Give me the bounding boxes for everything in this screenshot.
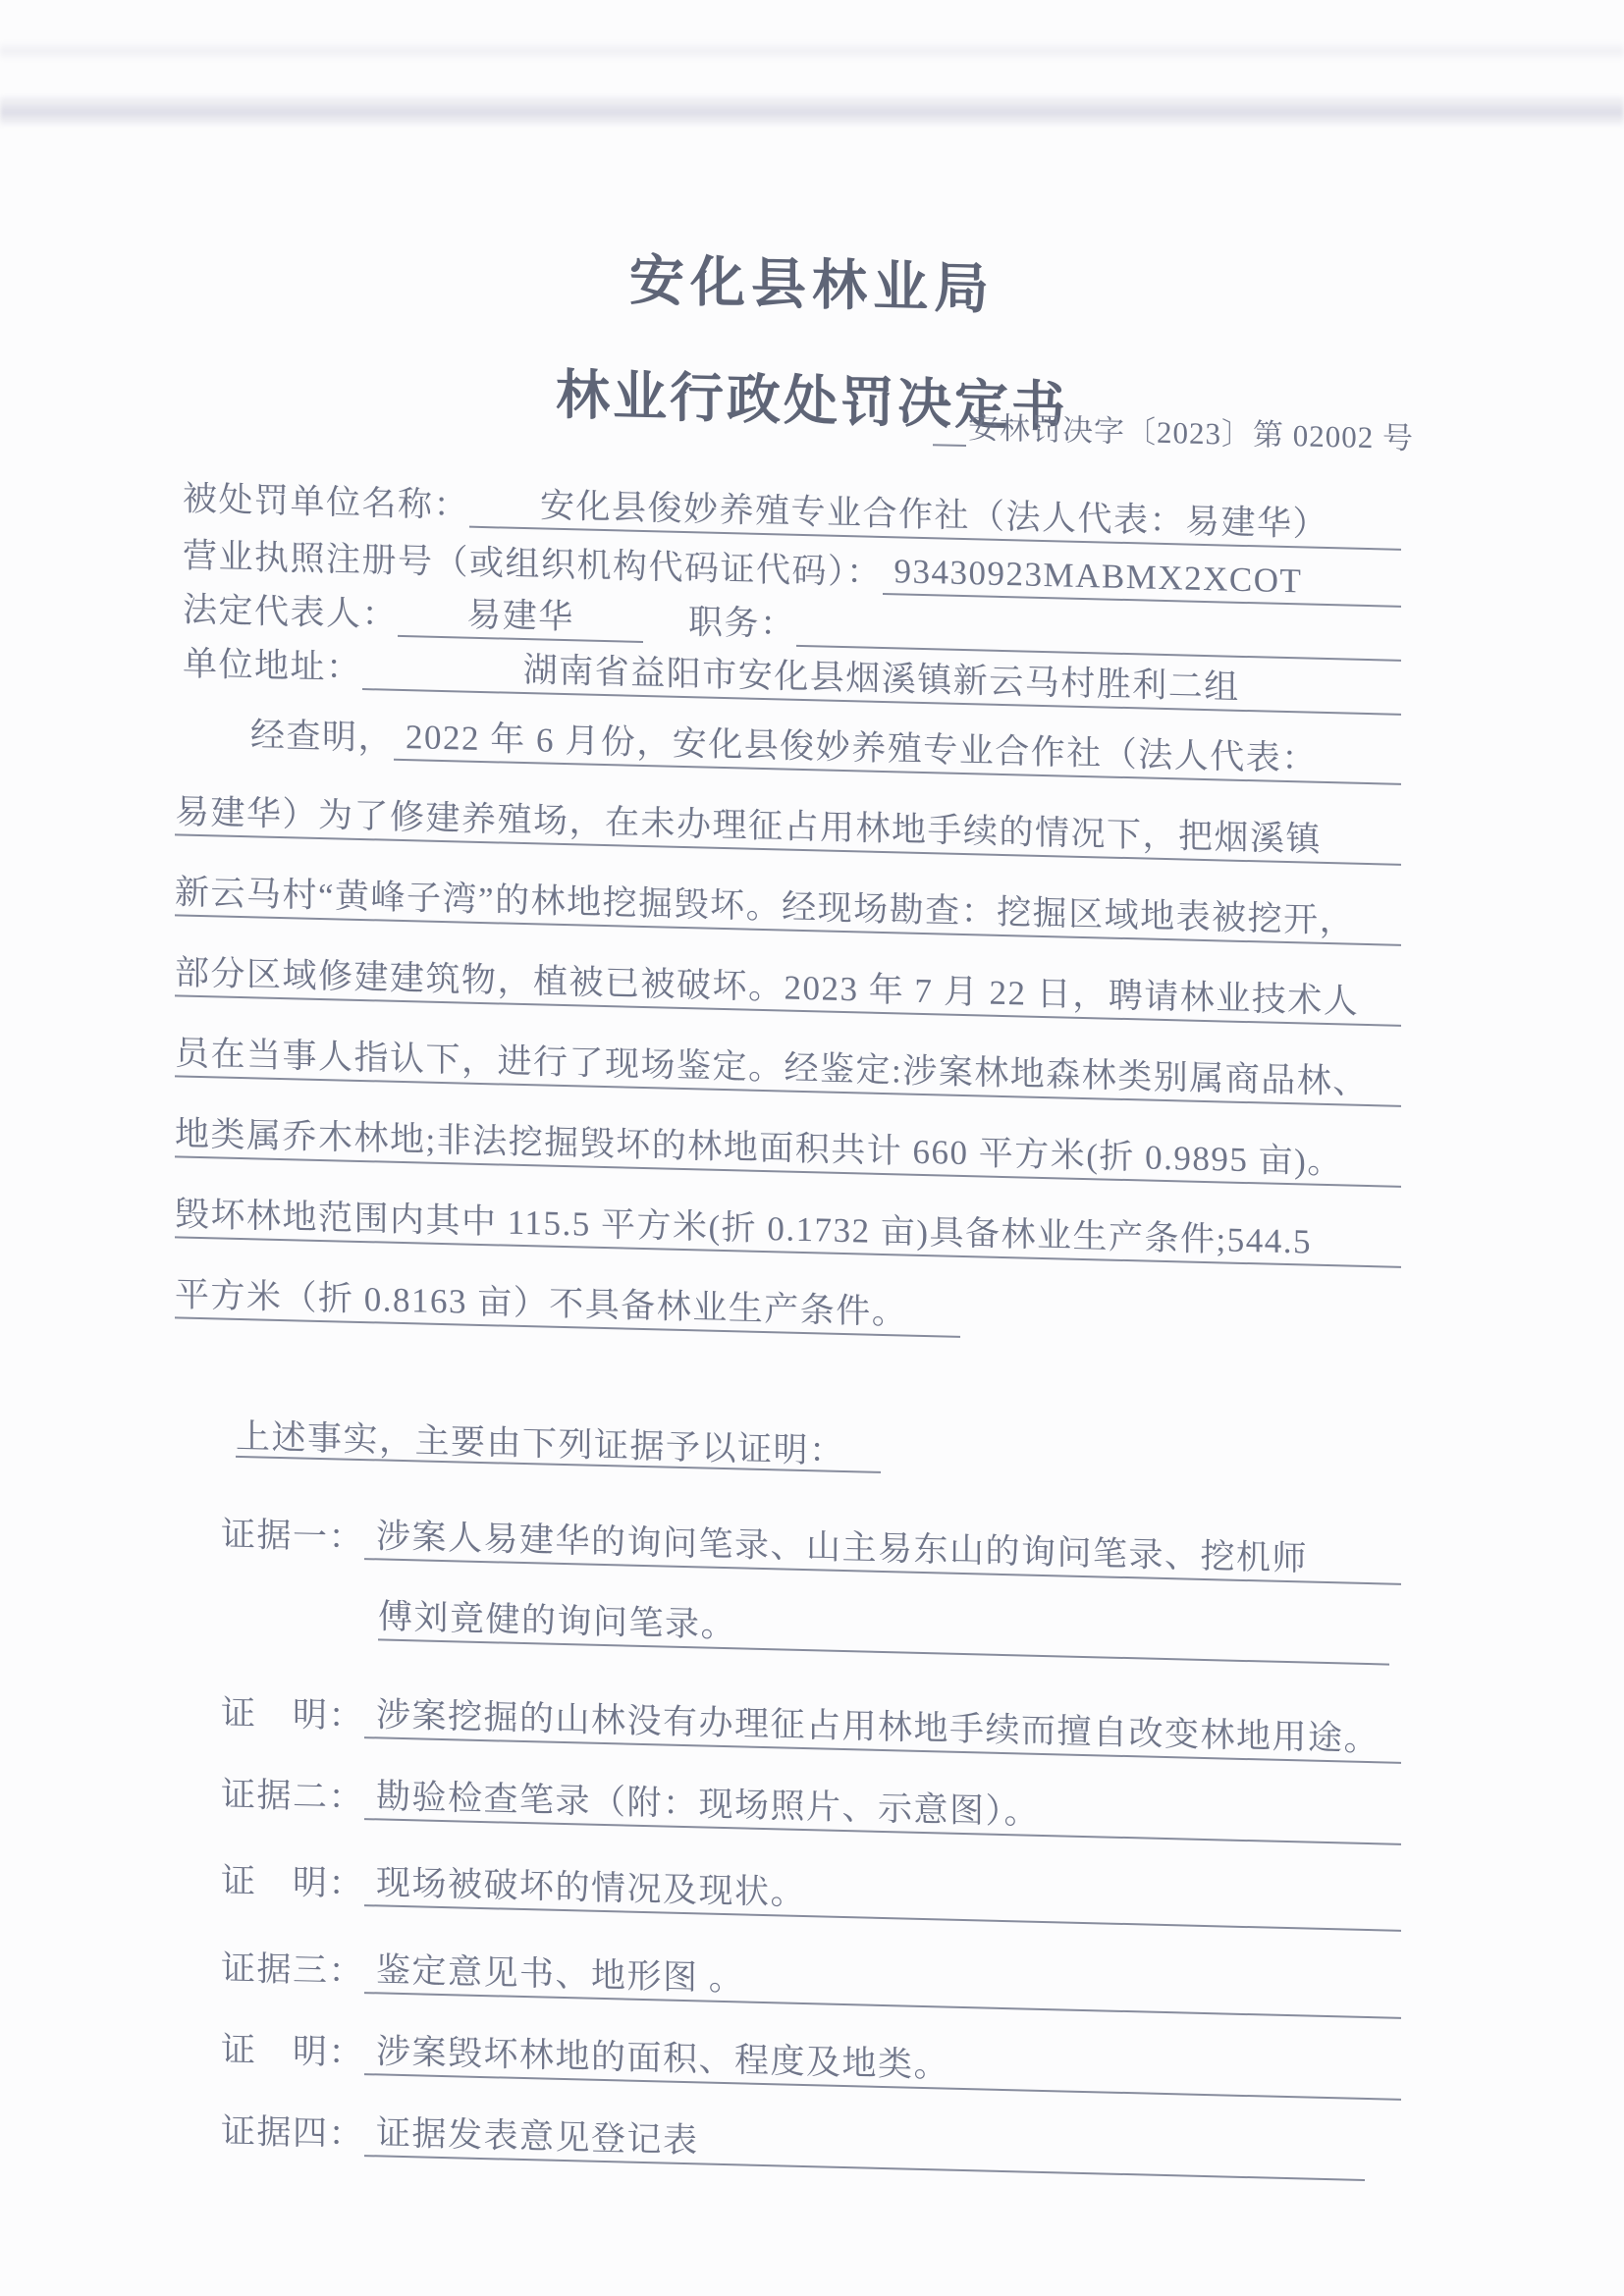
proof-3-label: 证 明： xyxy=(221,2030,365,2073)
field-legal-rep-value: 易建华 xyxy=(398,592,643,643)
findings-prefix: 经查明， xyxy=(250,716,395,758)
field-legal-rep-label: 法定代表人： xyxy=(183,590,399,634)
evidence-4-label: 证据四： xyxy=(221,2111,365,2155)
proof-3-text: 涉案毁坏林地的面积、程度及地类。 xyxy=(364,2030,1401,2101)
findings-line: 平方米（折 0.8163 亩）不具备林业生产条件。 xyxy=(175,1273,960,1337)
proof-2-label: 证 明： xyxy=(221,1861,365,1904)
evidence-1-text-continued: 傅刘竟健的询问笔录。 xyxy=(378,1595,1389,1665)
proof-2-text: 现场被破坏的情况及现状。 xyxy=(364,1861,1401,1932)
findings-text: 2022 年 6 月份，安化县俊妙养殖专业合作社（法人代表： xyxy=(394,716,1401,785)
evidence-item-4 xyxy=(221,2108,1365,2180)
proof-item-3 xyxy=(221,2026,1401,2100)
field-address-value: 湖南省益阳市安化县烟溪镇新云马村胜利二组 xyxy=(362,645,1401,716)
facts-intro-text: 上述事实，主要由下列证据予以证明： xyxy=(236,1417,881,1473)
findings-line xyxy=(175,710,1401,784)
document-number: 安林罚决字〔2023〕第 02002 号 xyxy=(968,410,1414,456)
findings-line: 毁坏林地范围内其中 115.5 平方米(折 0.1732 亩)具备林业生产条件;544.5 xyxy=(175,1193,1401,1267)
findings-line: 员在当事人指认下，进行了现场鉴定。经鉴定:涉案林地森林类别属商品林、 xyxy=(175,1032,1401,1106)
evidence-4-text: 证据发表意见登记表 xyxy=(364,2111,1365,2181)
evidence-item-1-continued xyxy=(378,1595,1389,1665)
field-gap xyxy=(643,643,688,644)
evidence-3-text: 鉴定意见书、地形图 。 xyxy=(364,1949,1401,2019)
findings-line: 地类属乔木林地;非法挖掘毁坏的林地面积共计 660 平方米(折 0.9895 亩)。 xyxy=(175,1112,1401,1187)
field-unit-name-value: 安化县俊妙养殖专业合作社（法人代表：易建华） xyxy=(469,483,1401,551)
evidence-item-1 xyxy=(221,1511,1401,1584)
evidence-item-2 xyxy=(221,1771,1401,1844)
findings-line: 部分区域修建建筑物，植被已被破坏。2023 年 7 月 22 日，聘请林业技术人 xyxy=(175,951,1401,1026)
field-duty-label: 职务： xyxy=(688,603,796,644)
evidence-1-label: 证据一： xyxy=(221,1515,365,1558)
field-unit-name-label: 被处罚单位名称： xyxy=(183,479,470,525)
proof-item-2 xyxy=(221,1857,1401,1931)
proof-1-label: 证 明： xyxy=(221,1693,365,1736)
facts-intro-line xyxy=(236,1415,881,1474)
field-license-value: 93430923MABMX2XCOT xyxy=(883,550,1401,608)
evidence-item-3 xyxy=(221,1945,1401,2018)
field-address-label: 单位地址： xyxy=(183,644,362,688)
evidence-3-label: 证据三： xyxy=(221,1949,365,1992)
findings-line: 新云马村“黄峰子湾”的林地挖掘毁坏。经现场勘查：挖掘区域地表被挖开， xyxy=(175,871,1401,945)
evidence-1-text: 涉案人易建华的询问笔录、山主易东山的询问笔录、挖机师 xyxy=(364,1515,1401,1585)
agency-title: 安化县林业局 xyxy=(629,250,995,321)
document-title: 林业行政处罚决定书 xyxy=(555,364,1068,438)
evidence-2-text: 勘验检查笔录（附：现场照片、示意图）。 xyxy=(364,1775,1401,1845)
proof-item-1 xyxy=(221,1689,1401,1763)
doc-number-underline xyxy=(933,416,966,447)
findings-line: 易建华）为了修建养殖场，在未办理征占用林地手续的情况下，把烟溪镇 xyxy=(175,790,1401,865)
field-license-label: 营业执照注册号（或组织机构代码证代码）： xyxy=(183,536,883,592)
proof-1-text: 涉案挖掘的山林没有办理征占用林地手续而擅自改变林地用途。 xyxy=(364,1693,1401,1764)
evidence-2-label: 证据二： xyxy=(221,1775,365,1818)
